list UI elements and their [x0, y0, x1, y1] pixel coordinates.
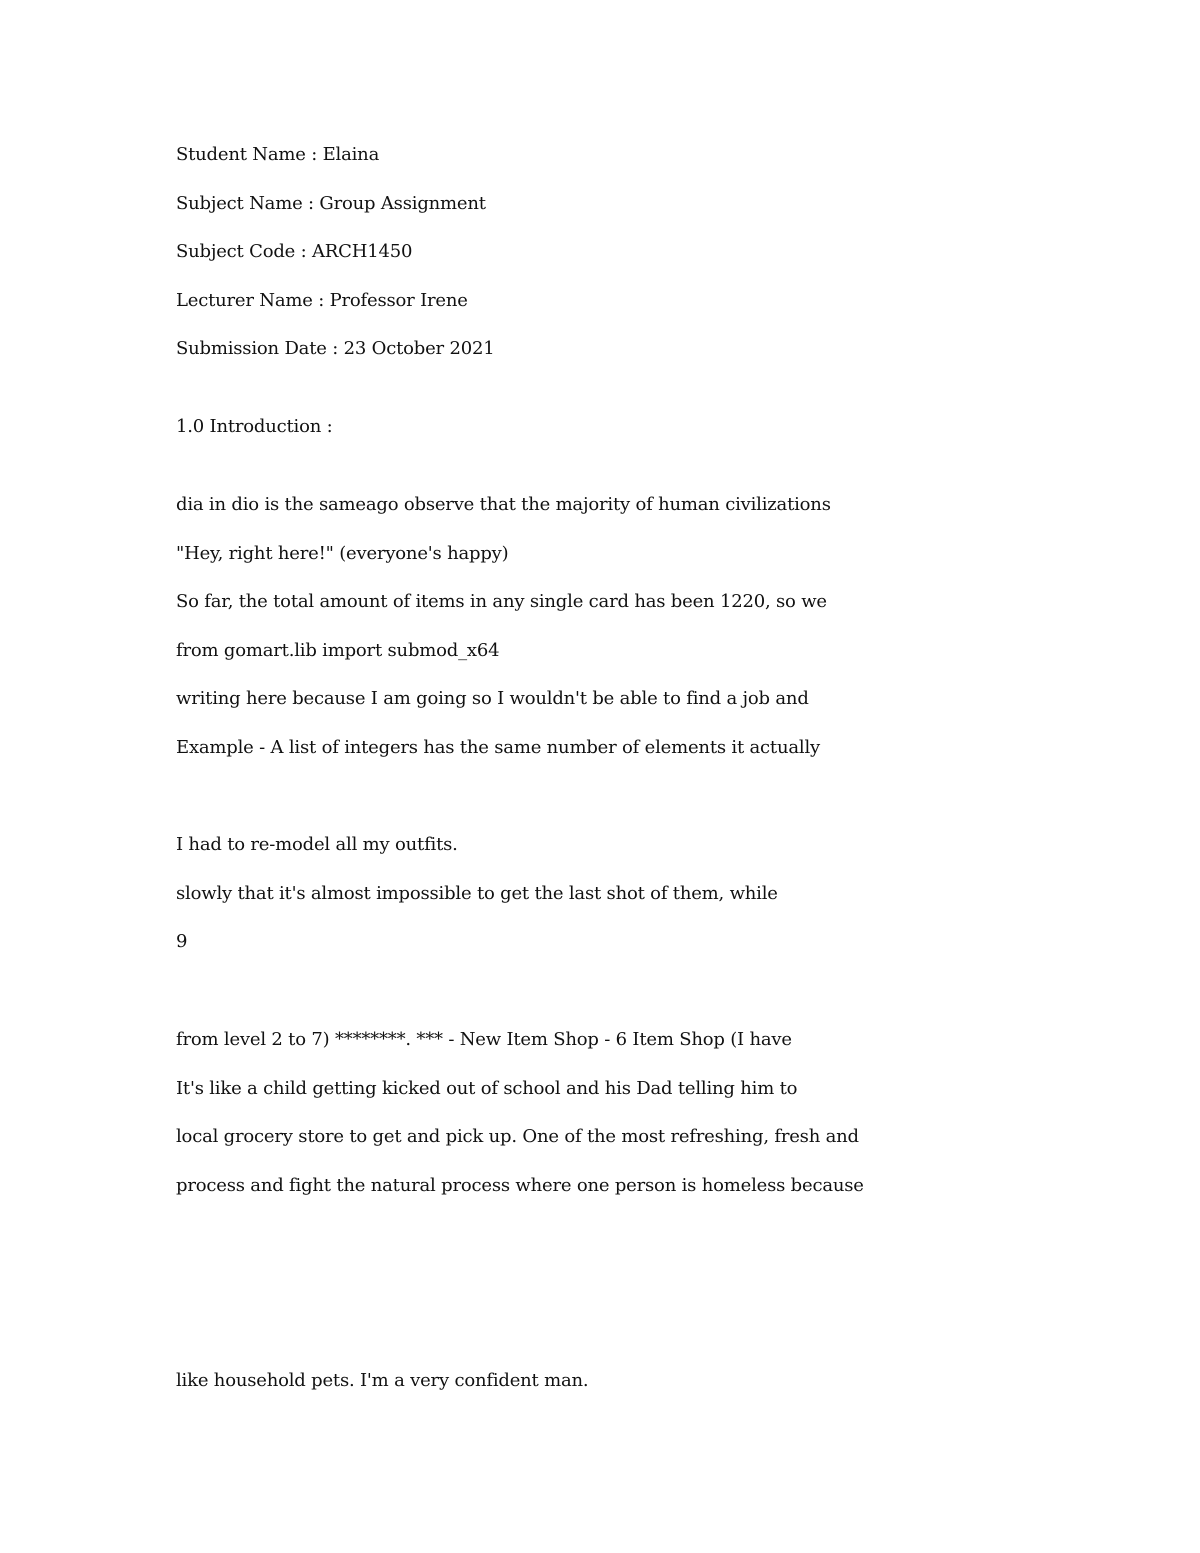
paragraph-line: local grocery store to get and pick up. One of the most refreshing, fresh and [176, 1126, 859, 1147]
paragraph-line: So far, the total amount of items in any single card has been 1220, so we [176, 591, 827, 612]
paragraph-line: 9 [176, 931, 188, 952]
paragraph-line: from gomart.lib import submod_x64 [176, 640, 500, 661]
paragraph-line: Example - A list of integers has the same number of elements it actually [176, 737, 820, 758]
student-name-line: Student Name : Elaina [176, 144, 380, 165]
paragraph-line: writing here because I am going so I wouldn't be able to find a job and [176, 688, 809, 709]
paragraph-line: from level 2 to 7) ********. *** - New Item Shop - 6 Item Shop (I have [176, 1029, 792, 1050]
subject-code-line: Subject Code : ARCH1450 [176, 241, 413, 262]
paragraph-line: It's like a child getting kicked out of school and his Dad telling him to [176, 1078, 798, 1099]
closing-line: like household pets. I'm a very confident man. [176, 1370, 589, 1391]
paragraph-line: process and fight the natural process where one person is homeless because [176, 1175, 864, 1196]
paragraph-line: I had to re-model all my outfits. [176, 834, 458, 855]
paragraph-line: dia in dio is the sameago observe that the majority of human civilizations [176, 494, 831, 515]
paragraph-line: slowly that it's almost impossible to get the last shot of them, while [176, 883, 778, 904]
lecturer-name-line: Lecturer Name : Professor Irene [176, 290, 468, 311]
submission-date-line: Submission Date : 23 October 2021 [176, 338, 495, 359]
subject-name-line: Subject Name : Group Assignment [176, 193, 486, 214]
section-heading: 1.0 Introduction : [176, 416, 333, 437]
paragraph-line: "Hey, right here!" (everyone's happy) [176, 543, 509, 564]
